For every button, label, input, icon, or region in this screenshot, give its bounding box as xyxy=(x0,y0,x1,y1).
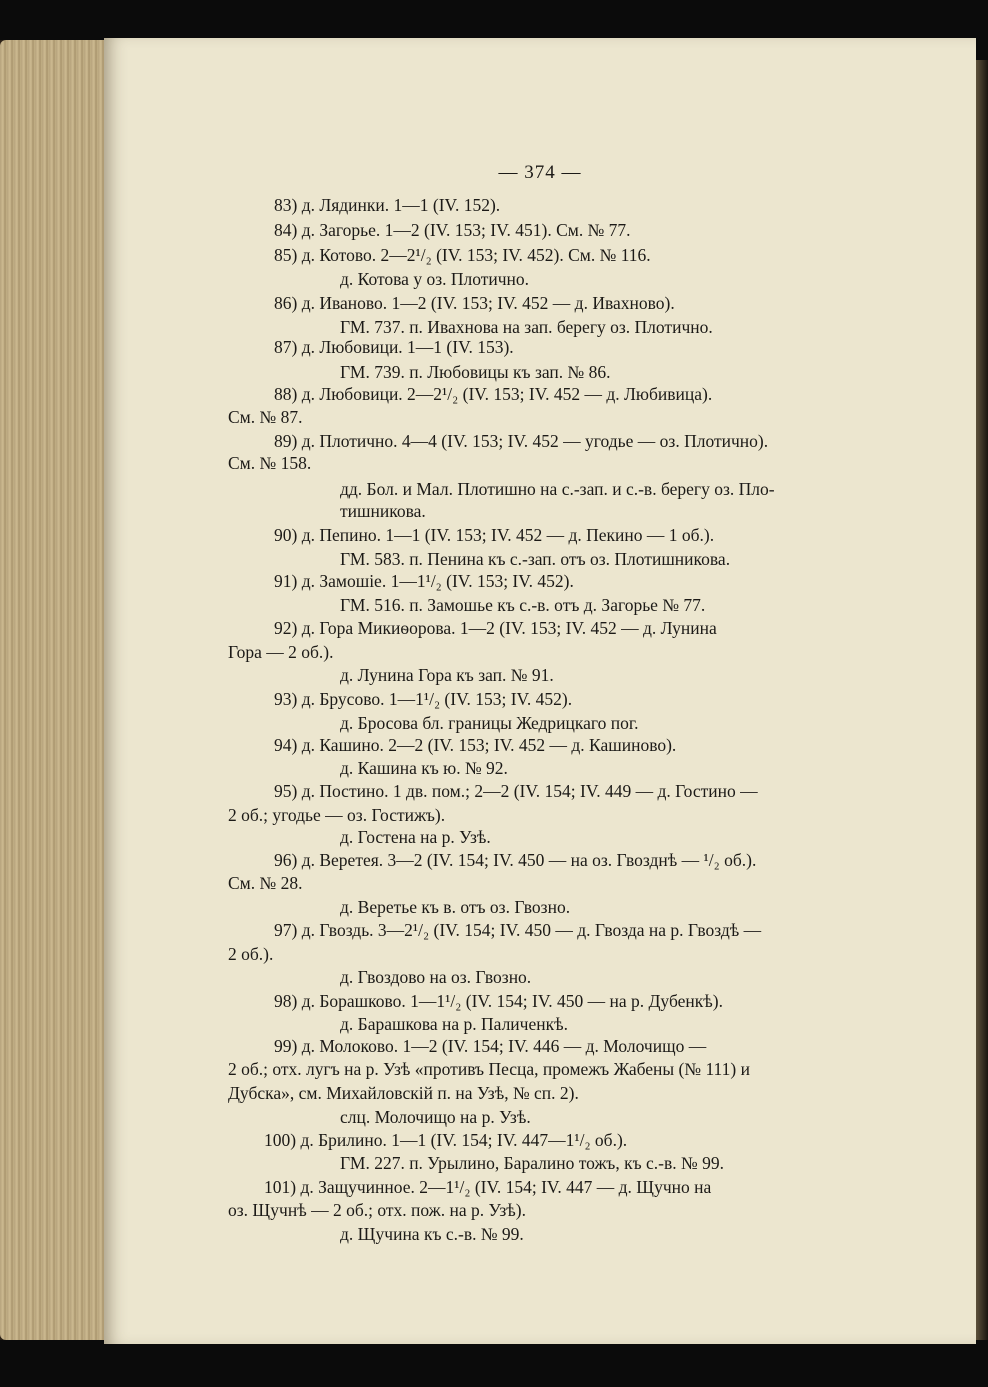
text-line: 86) д. Иваново. 1—2 (IV. 153; IV. 452 — д. Ивахново). xyxy=(274,293,675,313)
book-page xyxy=(104,38,976,1344)
text-line: 2 об.). xyxy=(228,944,274,964)
text-line: д. Щучина къ с.-в. № 99. xyxy=(340,1224,524,1244)
text-line: д. Бросова бл. границы Жедрицкаго пог. xyxy=(340,713,639,733)
text-line: тишникова. xyxy=(340,501,426,521)
text-line: 85) д. Котово. 2—2¹/₂ (IV. 153; IV. 452). См. № 116. xyxy=(274,245,651,265)
text-line: 92) д. Гора Микиѳорова. 1—2 (IV. 153; IV. 452 — д. Лунина xyxy=(274,618,717,638)
text-line: 89) д. Плотично. 4—4 (IV. 153; IV. 452 — угодье — оз. Плотично). xyxy=(274,431,769,451)
text-line: См. № 28. xyxy=(228,873,303,893)
text-line: оз. Щучнѣ — 2 об.; отх. пож. на р. Узѣ). xyxy=(228,1200,527,1220)
text-line: 91) д. Замошіе. 1—1¹/₂ (IV. 153; IV. 452). xyxy=(274,571,574,591)
text-line: ГМ. 516. п. Замошье къ с.-в. отъ д. Загорье № 77. xyxy=(340,595,706,615)
text-line: д. Гостена на р. Узѣ. xyxy=(340,827,491,847)
text-line: д. Котова у оз. Плотично. xyxy=(340,269,530,289)
text-line: ГМ. 583. п. Пенина къ с.-зап. отъ оз. Плотишникова. xyxy=(340,549,731,569)
text-line: 94) д. Кашино. 2—2 (IV. 153; IV. 452 — д. Кашиново). xyxy=(274,735,677,755)
text-line: Дубска», см. Михайловскій п. на Узѣ, № сп. 2). xyxy=(228,1083,579,1103)
text-line: 95) д. Постино. 1 дв. пом.; 2—2 (IV. 154; IV. 449 — д. Гостино — xyxy=(274,781,758,801)
text-line: См. № 87. xyxy=(228,407,303,427)
text-line: д. Гвоздово на оз. Гвозно. xyxy=(340,967,532,987)
text-line: 100) д. Брилино. 1—1 (IV. 154; IV. 447—1¹/₂ об.). xyxy=(264,1130,628,1150)
text-line: 84) д. Загорье. 1—2 (IV. 153; IV. 451). См. № 77. xyxy=(274,220,631,240)
page-number: — 374 — xyxy=(498,162,582,183)
text-line: 87) д. Любовици. 1—1 (IV. 153). xyxy=(274,337,514,357)
text-line: слц. Молочищо на р. Узѣ. xyxy=(340,1107,531,1127)
text-line: 99) д. Молоково. 1—2 (IV. 154; IV. 446 — д. Молочищо — xyxy=(274,1036,707,1056)
text-line: 93) д. Брусово. 1—1¹/₂ (IV. 153; IV. 452). xyxy=(274,689,573,709)
text-line: 98) д. Борашково. 1—1¹/₂ (IV. 154; IV. 450 — на р. Дубенкѣ). xyxy=(274,991,723,1011)
text-line: 88) д. Любовици. 2—2¹/₂ (IV. 153; IV. 452 — д. Любивица). xyxy=(274,384,713,404)
text-line: ГМ. 737. п. Ивахнова на зап. берегу оз. Плотично. xyxy=(340,317,713,337)
text-line: 83) д. Лядинки. 1—1 (IV. 152). xyxy=(274,195,501,215)
text-line: 90) д. Пепино. 1—1 (IV. 153; IV. 452 — д. Пекино — 1 об.). xyxy=(274,525,715,545)
text-line: д. Кашина къ ю. № 92. xyxy=(340,758,508,778)
text-line: 2 об.; отх. лугъ на р. Узѣ «противъ Песца, промежъ Жабены (№ 111) и xyxy=(228,1059,750,1079)
text-line: д. Лунина Гора къ зап. № 91. xyxy=(340,665,554,685)
text-line: д. Барашкова на р. Паличенкѣ. xyxy=(340,1014,568,1034)
page-stack-edge xyxy=(0,40,108,1340)
text-line: ГМ. 739. п. Любовицы къ зап. № 86. xyxy=(340,362,611,382)
text-line: 2 об.; угодье — оз. Гостижъ). xyxy=(228,805,446,825)
text-line: См. № 158. xyxy=(228,453,312,473)
text-line: 97) д. Гвоздь. 3—2¹/₂ (IV. 154; IV. 450 — д. Гвозда на р. Гвоздѣ — xyxy=(274,920,762,940)
text-line: 101) д. Защучинное. 2—1¹/₂ (IV. 154; IV. 447 — д. Щучно на xyxy=(264,1177,712,1197)
text-line: 96) д. Веретея. 3—2 (IV. 154; IV. 450 — на оз. Гвозднѣ — ¹/₂ об.). xyxy=(274,850,757,870)
text-line: Гора — 2 об.). xyxy=(228,642,334,662)
text-line: ГМ. 227. п. Урылино, Баралино тожъ, къ с.-в. № 99. xyxy=(340,1153,724,1173)
text-line: дд. Бол. и Мал. Плотишно на с.-зап. и с.-в. берегу оз. Пло- xyxy=(340,479,775,499)
text-line: д. Веретье къ в. отъ оз. Гвозно. xyxy=(340,897,571,917)
